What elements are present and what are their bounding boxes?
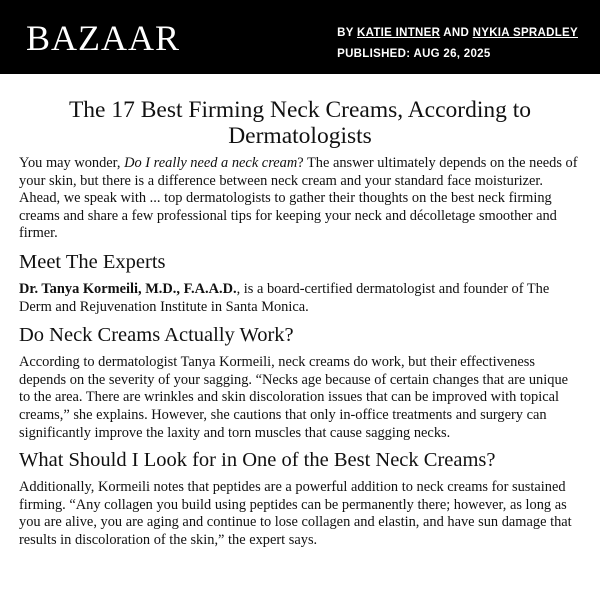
- heading-meet-the-experts: Meet The Experts: [19, 250, 166, 273]
- heading-do-neck-creams-work: Do Neck Creams Actually Work?: [19, 324, 294, 347]
- neck-creams-work-paragraph: According to dermatologist Tanya Kormeili, neck creams do work, but their effectiveness depends on the severity of your sagging. “Necks age because of certain changes that are unique to the area. There are wrinkles and skin discoloration issues that can be improved with topical creams,” she explains. However, she cautions that only in-office treatments and surgery can significantly improve the laxity and torn muscles that cause sagging necks.: [19, 354, 569, 441]
- author-link-katie-intner[interactable]: KATIE INTNER: [356, 27, 441, 39]
- bazaar-logo[interactable]: BAZAAR: [26, 18, 181, 58]
- article-title: The 17 Best Firming Neck Creams, According to Dermatologists: [68, 97, 532, 149]
- what-to-look-for-paragraph: Additionally, Kormeili notes that peptides are a powerful addition to neck creams for sustained firming. “Any collagen you build using peptides can be permanently there; however, as long as you are alive, you are aging and continue to lose collagen and elastin, and have sun damage that results in discoloration of the skin,” the expert says.: [19, 479, 572, 548]
- intro-text-rest: ? The answer ultimately depends on the needs of your skin, but there is a difference between neck cream and your standard face moisturizer. Ahead, we speak with ... top dermatologists to gather their thoughts on the best neck firming creams and share a few professional tips for keeping your neck and décolletage smoother and firmer.: [19, 155, 578, 242]
- published-date: PUBLISHED: AUG 26, 2025: [337, 48, 491, 60]
- by-prefix: BY: [337, 27, 357, 39]
- author-link-nykia-spradley[interactable]: NYKIA SPRADLEY: [472, 27, 578, 39]
- authors-line: [337, 23, 578, 44]
- byline: [337, 23, 578, 65]
- heading-what-to-look-for: What Should I Look for in One of the Best Neck Creams?: [19, 449, 496, 472]
- intro-italic-question: Do I really need a neck cream: [124, 155, 298, 171]
- expert-paragraph: [19, 281, 581, 316]
- and-text: AND: [440, 27, 473, 39]
- intro-paragraph: [19, 155, 581, 243]
- expert-name: Dr. Tanya Kormeili, M.D., F.A.A.D.: [19, 280, 237, 297]
- intro-text-start: You may wonder,: [19, 155, 125, 171]
- expert-description: , is a board-certified dermatologist and founder of The Derm and Rejuvenation Institute in Santa Monica.: [19, 280, 550, 315]
- article-body: [19, 97, 581, 550]
- site-header: [0, 0, 600, 74]
